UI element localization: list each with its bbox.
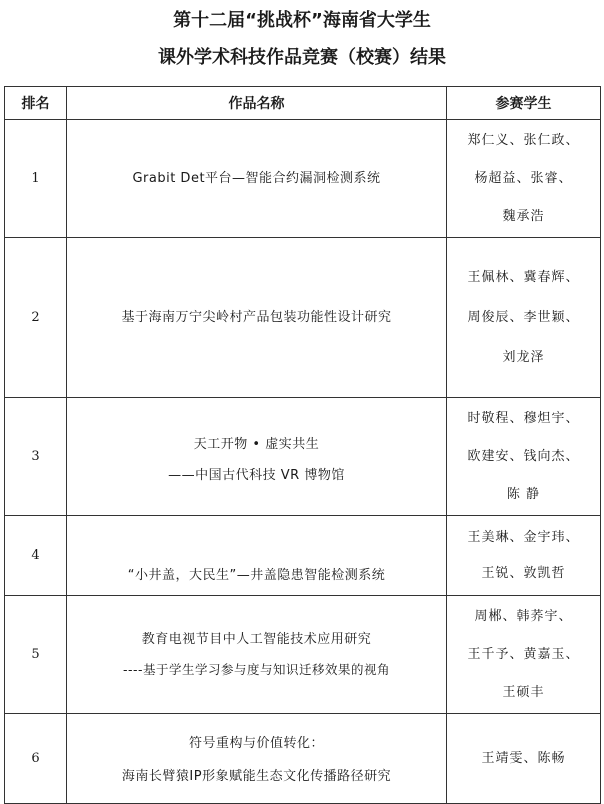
rank-cell: 6 xyxy=(5,714,67,804)
students-cell xyxy=(447,714,601,804)
work-title-line: 基于海南万宁尖岭村产品包装功能性设计研究 xyxy=(121,309,392,325)
results-table xyxy=(4,86,601,804)
document-title-line-2: 课外学术科技作品竞赛（校赛）结果 xyxy=(158,47,446,68)
student-line: 刘龙泽 xyxy=(502,349,545,365)
table-row xyxy=(5,516,601,596)
rank-cell: 3 xyxy=(5,398,67,516)
table-header-row xyxy=(5,87,601,120)
table-row xyxy=(5,398,601,516)
work-title-line: “小井盖，大民生”—井盖隐患智能检测系统 xyxy=(127,568,386,583)
document-title-line-1: 第十二届“挑战杯”海南省大学生 xyxy=(173,10,431,31)
students-cell xyxy=(447,516,601,596)
header-students: 参赛学生 xyxy=(447,87,601,120)
table-row xyxy=(5,238,601,398)
work-title-cell xyxy=(67,120,447,238)
student-line: 王硕丰 xyxy=(502,684,545,700)
student-line: 周郴、韩荞宇、 xyxy=(474,608,573,624)
student-line: 陈 静 xyxy=(506,486,541,502)
work-subtitle-line: ——中国古代科技 VR 博物馆 xyxy=(168,467,345,483)
rank-cell: 5 xyxy=(5,596,67,714)
work-title-cell xyxy=(67,398,447,516)
student-line: 王千予、黄嘉玉、 xyxy=(467,646,580,662)
students-cell xyxy=(447,120,601,238)
work-title-cell xyxy=(67,596,447,714)
work-title-cell xyxy=(67,714,447,804)
students-cell xyxy=(447,238,601,398)
student-line: 时敬程、穆炟宇、 xyxy=(467,410,580,426)
work-title-line: 天工开物 • 虚实共生 xyxy=(193,436,320,452)
header-work-title: 作品名称 xyxy=(67,87,447,120)
work-subtitle-line: ----基于学生学习参与度与知识迁移效果的视角 xyxy=(122,661,391,677)
students-cell xyxy=(447,398,601,516)
work-title-line: Grabit Det平台—智能合约漏洞检测系统 xyxy=(132,170,381,186)
rank-cell: 1 xyxy=(5,120,67,238)
work-subtitle-line: 海南长臂猿IP形象赋能生态文化传播路径研究 xyxy=(121,768,392,784)
table-row xyxy=(5,120,601,238)
work-title-line: 符号重构与价值转化： xyxy=(188,735,324,751)
work-title-cell xyxy=(67,516,447,596)
student-line: 欧建安、钱向杰、 xyxy=(467,448,580,464)
rank-cell: 4 xyxy=(5,516,67,596)
student-line: 王锐、敦凯哲 xyxy=(481,565,566,581)
student-line: 王美琳、金宇玮、 xyxy=(467,529,580,545)
student-line: 王靖雯、陈畅 xyxy=(481,750,566,766)
student-line: 周俊辰、李世颖、 xyxy=(467,309,580,325)
student-line: 郑仁义、张仁政、 xyxy=(467,132,580,148)
rank-cell: 2 xyxy=(5,238,67,398)
student-line: 王佩林、冀春辉、 xyxy=(467,269,580,285)
table-row xyxy=(5,596,601,714)
table-row xyxy=(5,714,601,804)
work-title-cell xyxy=(67,238,447,398)
header-rank: 排名 xyxy=(5,87,67,120)
students-cell xyxy=(447,596,601,714)
student-line: 魏承浩 xyxy=(502,208,545,224)
student-line: 杨超益、张睿、 xyxy=(474,170,573,186)
work-title-line: 教育电视节目中人工智能技术应用研究 xyxy=(141,631,372,647)
